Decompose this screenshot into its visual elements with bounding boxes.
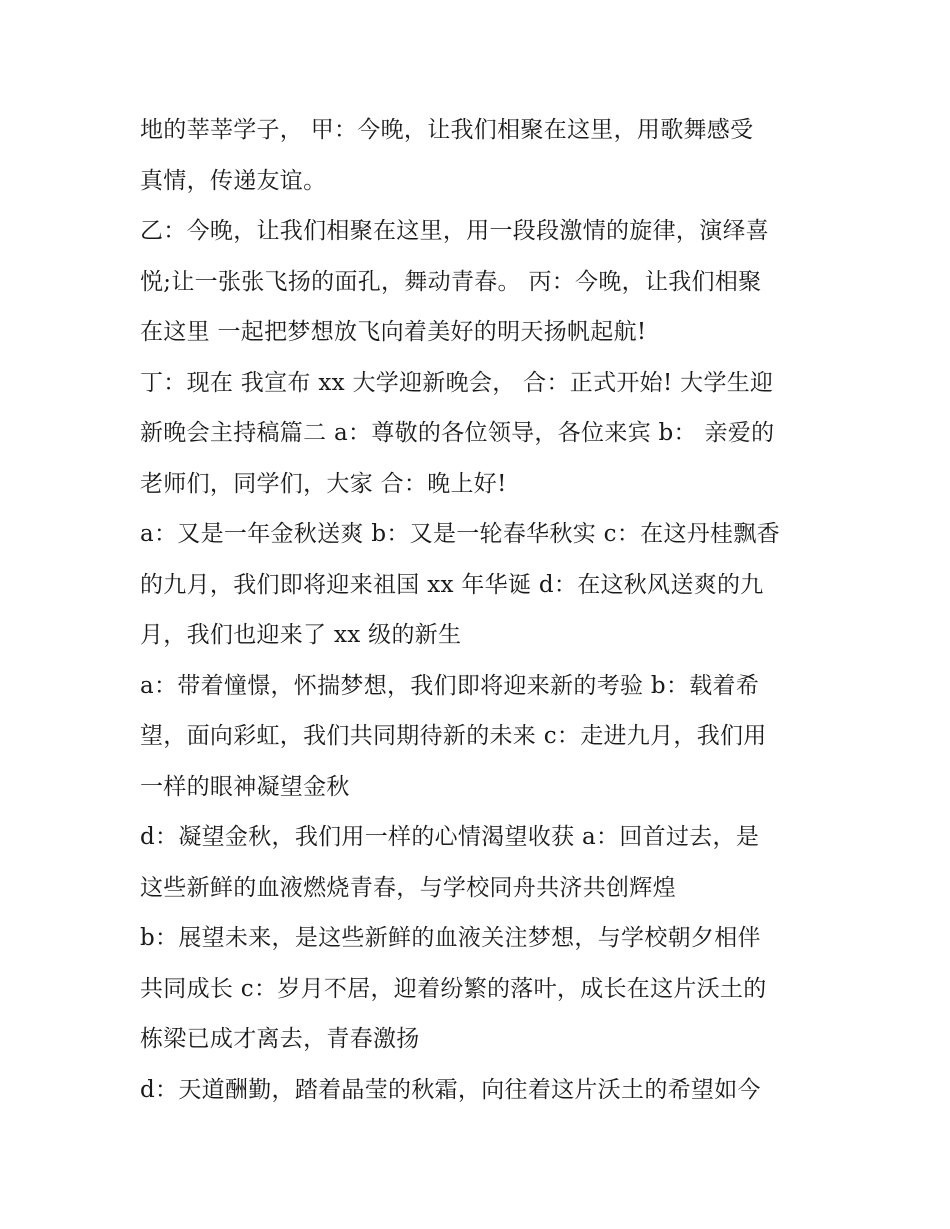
paragraph bbox=[140, 509, 815, 661]
text-line: 乙：今晚，让我们相聚在这里，用一段段激情的旋律，演绎喜 bbox=[140, 218, 770, 244]
text-line: 的九月，我们即将迎来祖国 xx 年华诞 d：在这秋风送爽的九 bbox=[140, 571, 764, 598]
text-line: 地的莘莘学子， 甲：今晚，让我们相聚在这里，用歌舞感受 bbox=[140, 117, 754, 143]
text-line: 丁：现在 我宣布 xx 大学迎新晚会， 合：正式开始! 大学生迎 bbox=[140, 369, 774, 396]
text-line: 新晚会主持稿篇二 a：尊敬的各位领导，各位来宾 b： 亲爱的 bbox=[140, 420, 775, 446]
text-line: 这些新鲜的血液燃烧青春，与学校同舟共济共创辉煌 bbox=[140, 874, 676, 901]
paragraph bbox=[140, 105, 815, 206]
text-line: 月，我们也迎来了 xx 级的新生 bbox=[140, 622, 462, 648]
text-line: 一样的眼神凝望金秋 bbox=[140, 773, 350, 800]
text-line: 悦;让一张张飞扬的面孔，舞动青春。 丙：今晚，让我们相聚 bbox=[140, 268, 762, 295]
document-body bbox=[140, 105, 815, 1115]
text-line: d：凝望金秋，我们用一样的心情渴望收获 a：回首过去，是 bbox=[140, 824, 760, 850]
text-line: 真情，传递友谊。 bbox=[140, 167, 327, 194]
text-line: 共同成长 c：岁月不居，迎着纷繁的落叶，成长在这片沃土的 bbox=[140, 975, 767, 1002]
paragraph bbox=[140, 206, 815, 358]
paragraph bbox=[140, 812, 815, 913]
text-line: a：带着憧憬，怀揣梦想，我们即将迎来新的考验 b：载着希 bbox=[140, 672, 760, 699]
text-line: 栋梁已成才离去，青春激扬 bbox=[140, 1026, 420, 1052]
paragraph bbox=[140, 1065, 815, 1116]
paragraph bbox=[140, 661, 815, 813]
text-line: 在这里 一起把梦想放飞向着美好的明天扬帆起航! bbox=[140, 319, 647, 345]
text-line: a：又是一年金秋送爽 b：又是一轮春华秋实 c：在这丹桂飘香 bbox=[140, 521, 780, 547]
text-line: b：展望未来，是这些新鲜的血液关注梦想，与学校朝夕相伴 bbox=[140, 925, 761, 951]
text-line: d：天道酬勤，踏着晶莹的秋霜，向往着这片沃土的希望如今 bbox=[140, 1076, 761, 1103]
text-line: 老师们，同学们，大家 合：晚上好! bbox=[140, 470, 507, 497]
paragraph bbox=[140, 913, 815, 1065]
text-line: 望，面向彩虹，我们共同期待新的未来 c：走进九月，我们用 bbox=[140, 723, 767, 749]
paragraph bbox=[140, 358, 815, 510]
